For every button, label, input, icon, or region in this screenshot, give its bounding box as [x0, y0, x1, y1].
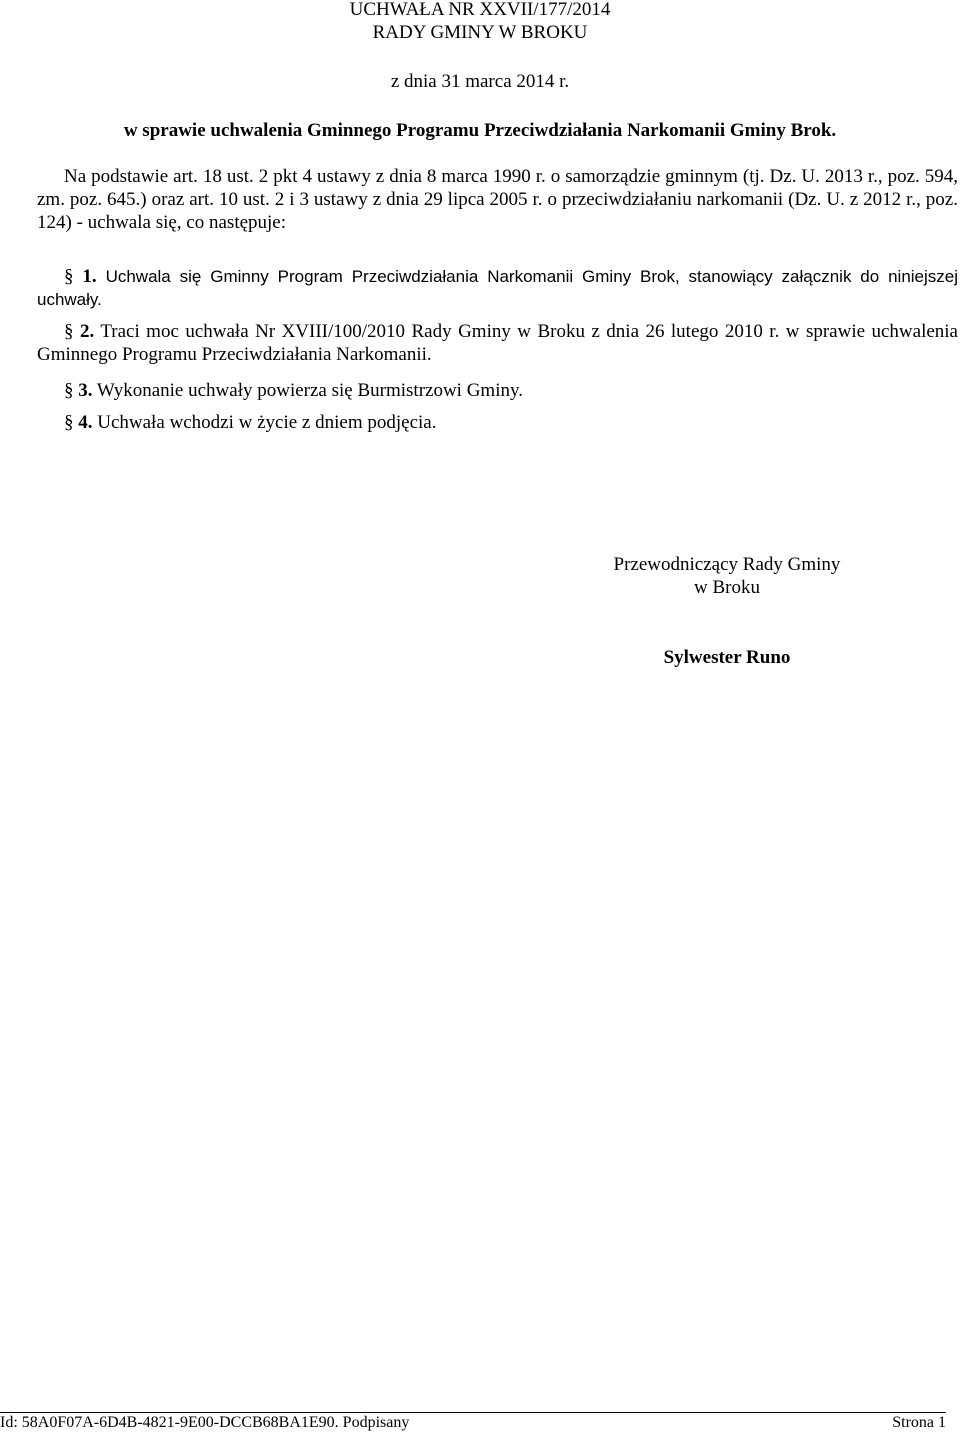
council-name: RADY GMINY W BROKU	[372, 22, 588, 43]
resolution-title: UCHWAŁA NR XXVII/177/2014	[349, 0, 611, 20]
paragraph-number: 4.	[78, 412, 93, 433]
page-number: Strona 1	[892, 1414, 946, 1431]
footer-divider	[0, 1412, 946, 1413]
section-sign: §	[64, 321, 74, 342]
signatory-name: Sylwester Runo	[663, 647, 791, 668]
document-id: Id: 58A0F07A-6D4B-4821-9E00-DCCB68BA1E90. Podpisany	[0, 1414, 410, 1431]
signatory-role	[560, 553, 894, 599]
legal-basis-paragraph: Na podstawie art. 18 ust. 2 pkt 4 ustawy z dnia 8 marca 1990 r. o samorządzie gminnym (tj. Dz. U. 2013 r., poz. 594, zm. poz. 645.) oraz art. 10 ust. 2 i 3 ustawy z dnia 29 lipca 2005 r. o przeciwdziałaniu narkomanii (Dz. U. z 2012 r., poz. 124) - uchwala się, co następuje:	[37, 166, 958, 233]
section-sign: §	[64, 380, 74, 401]
paragraph-number: 2.	[79, 321, 95, 342]
paragraph-text: Uchwala się Gminny Program Przeciwdziałania Narkomanii Gminy Brok, stanowiący załącznik do niniejszej uchwały.	[37, 267, 959, 309]
paragraph-text: Wykonanie uchwały powierza się Burmistrzowi Gminy.	[96, 380, 523, 401]
paragraph-number: 1.	[82, 266, 97, 287]
paragraph-1	[37, 265, 958, 311]
paragraph-2	[37, 320, 958, 366]
section-sign: §	[64, 266, 74, 287]
paragraph-4	[37, 411, 958, 434]
resolution-subject: w sprawie uchwalenia Gminnego Programu Przeciwdziałania Narkomanii Gminy Brok.	[123, 120, 837, 141]
paragraph-number: 3.	[78, 380, 93, 401]
paragraph-3	[37, 379, 958, 402]
paragraph-text: Traci moc uchwała Nr XVIII/100/2010 Rady Gminy w Broku z dnia 26 lutego 2010 r. w sprawie uchwalenia Gminnego Programu Przeciwdziałania Narkomanii.	[37, 321, 958, 365]
signatory-role-line: w Broku	[694, 577, 760, 598]
section-sign: §	[64, 412, 74, 433]
paragraph-text: Uchwała wchodzi w życie z dniem podjęcia.	[97, 412, 437, 433]
signatory-role-line: Przewodniczący Rady Gminy	[613, 554, 841, 575]
resolution-date: z dnia 31 marca 2014 r.	[390, 71, 570, 92]
